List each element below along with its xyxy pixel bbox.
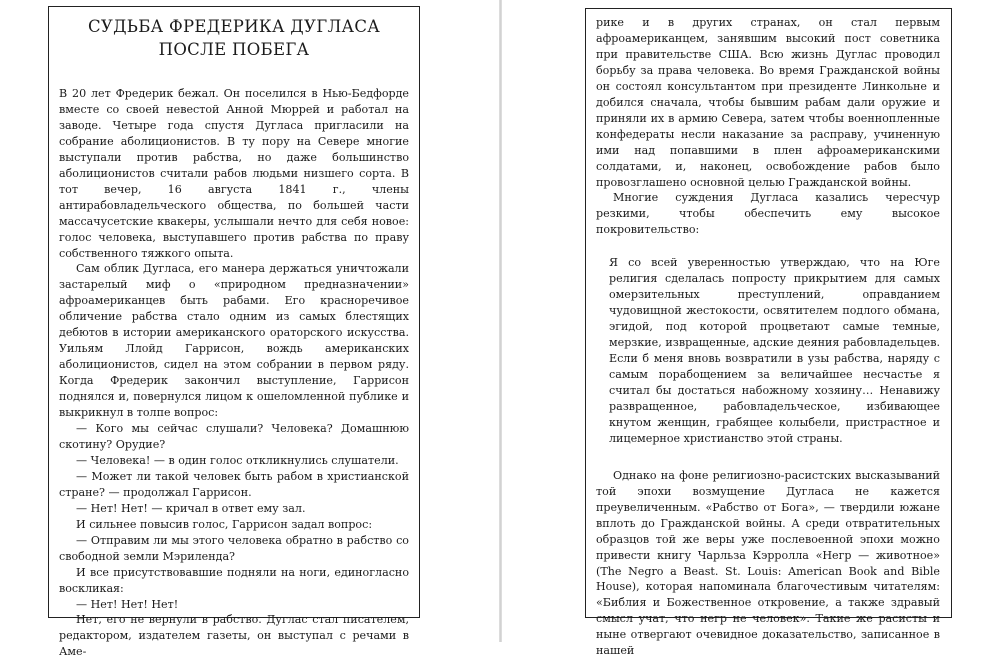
chapter-title-line-2: ПОСЛЕ ПОБЕГА [158, 40, 310, 59]
paragraph: Однако на фоне религиозно-расистских высказываний той эпохи возмущение Дугласа не кажется преувеличенным. «Рабство от Бога», — твердили южане вплоть до Гражданской войны. А среди отвратительных образцов той же веры уже послевоенной эпохи можно привести книгу Чарльза Кэрролла «Негр — животное» (The Negro a Beast. St. Louis: American Book and Bible House), которая напоминала благочестивым читателям: «Библия и Божественное откровение, а также здравый смысл учат, что негр не человек». Такие же расисты и ныне отвергают очевидное доказательство, записанное в нашей [596, 468, 940, 658]
paragraph: И сильнее повысив голос, Гаррисон задал вопрос: [76, 517, 373, 531]
dialogue-line: — Кого мы сейчас слушали? Человека? Домашнюю скотину? Орудие? [59, 422, 409, 451]
dialogue-line: — Нет! Нет! — кричал в ответ ему зал. [76, 501, 306, 515]
dialogue-line: — Отправим ли мы этого человека обратно в рабство со свободной земли Мэриленда? [59, 533, 409, 563]
paragraph: Сам облик Дугласа, его манера держаться уничтожали застарелый миф о «природном предназначении» афроамериканцев быть рабами. Его красноречивое обличение рабства стало одним из самых блестящих дебютов в истории американского ораторского искусства. Уильям Ллойд Гаррисон, вождь американских аболиционистов, сидел на этом собрании в первом ряду. Когда Фредерик закончил выступление, Гаррисон поднялся и, повернулся лицом к ошеломленной публике и выкрикнул в толпе вопрос: [59, 262, 409, 420]
paragraph: Нет, его не вернули в рабство. Дуглас стал писателем, редактором, издателем газеты, он выступал с речами в Аме- [59, 613, 409, 659]
block-quote: Я со всей уверенностью утверждаю, что на Юге религия сделалась попросту прикрытием для самых омерзительных преступлений, оправданием чудовищной жестокости, освятителем подлого обмана, эгидой, под которой процветают самые темные, мерзкие, извращенные, адские деяния рабовладельцев. Если б меня вновь возвратили в узы рабства, наряду с самым порабощением за величайшее несчастье я считал бы достаться набожному хозяину… Ненавижу развращенное, рабовладельческое, избивающее кнутом женщин, грабящее колыбели, пристрастное и лицемерное христианство этой страны. [609, 256, 940, 445]
book-spine-divider [499, 0, 502, 642]
paragraph: И все присутствовавшие подняли на ноги, единогласно воскликая: [59, 565, 409, 595]
paragraph: Многие суждения Дугласа казались чересчур резкими, чтобы обеспечить ему высокое покровительство: [596, 191, 940, 237]
left-page [48, 6, 420, 659]
dialogue-line: — Человека! — в один голос откликнулись слушатели. [76, 453, 399, 467]
right-page [585, 8, 952, 658]
paragraph: рике и в других странах, он стал первым афроамериканцем, занявшим высокий пост советника при правительстве США. Всю жизнь Дуглас проводил борьбу за права человека. Во время Гражданской войны он состоял консультантом при президенте Линкольне и добился сначала, чтобы бывшим рабам дали оружие и приняли их в армию Севера, затем чтобы военнопленные конфедераты несли наказание за расправу, учиненную ими над попавшими в плен афроамериканскими солдатами, и, наконец, освобождение рабов было провозглашено основной целью Гражданской войны. [596, 16, 940, 189]
chapter-title-line-1: СУДЬБА ФРЕДЕРИКА ДУГЛАСА [87, 17, 381, 36]
paragraph: В 20 лет Фредерик бежал. Он поселился в Нью-Бедфорде вместе со своей невестой Анной Мюррей и работал на заводе. Четыре года спустя Дугласа пригласили на собрание аболиционистов. В ту пору на Севере многие выступали против рабства, но даже большинство аболиционистов считали рабов людьми низшего сорта. В тот вечер, 16 августа 1841 г., члены антирабовладельческого общества, по большей части массачусетские квакеры, услышали нечто для себя новое: голос человека, выступавшего против рабства по праву собственного тяжкого опыта. [59, 87, 409, 260]
dialogue-line: — Нет! Нет! Нет! [76, 597, 179, 611]
dialogue-line: — Может ли такой человек быть рабом в христианской стране? — продолжал Гаррисон. [59, 469, 409, 499]
chapter-title [59, 15, 409, 61]
